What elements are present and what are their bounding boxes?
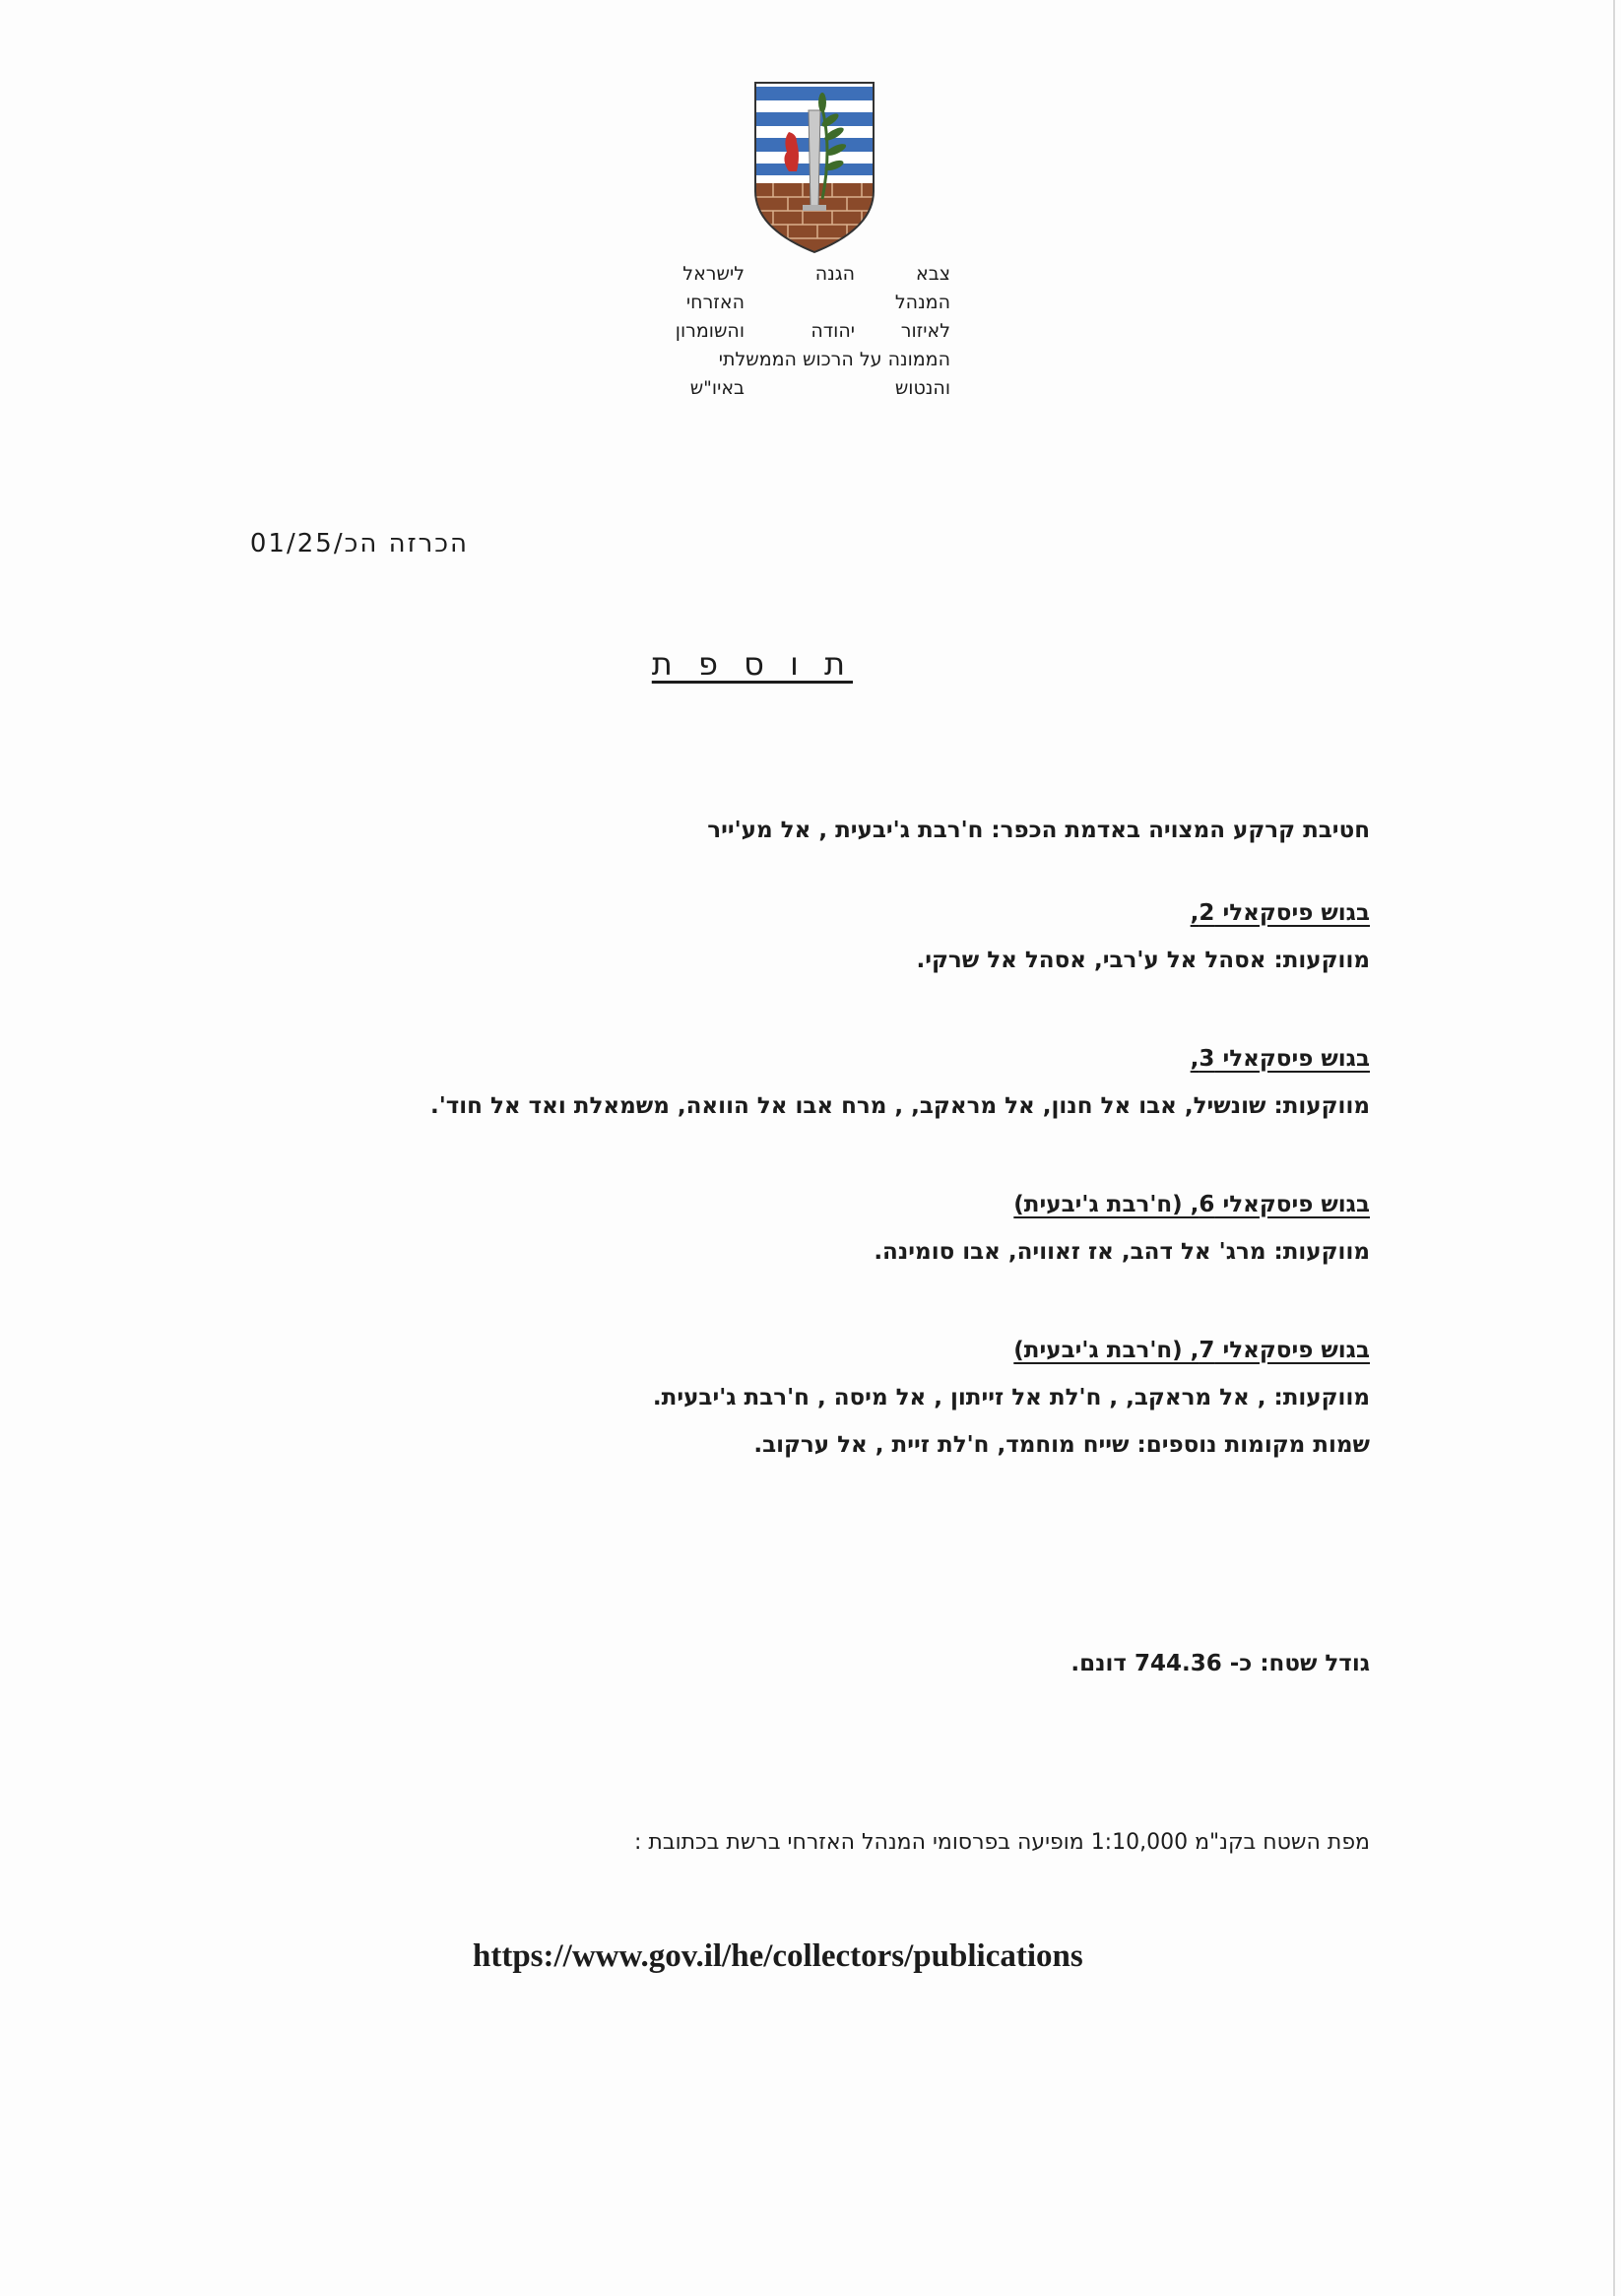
declaration-reference: הכרזה הכ/01/25: [249, 529, 469, 558]
org-name-middle-column: [810, 259, 855, 345]
land-parcel-intro: חטיבת קרקע המצויה באדמת הכפר: ח'רבת ג'יבעית , אל מע'ייר: [707, 818, 1370, 843]
area-size: גודל שטח: כ- 744.36 דונם.: [1070, 1651, 1370, 1676]
fiscal-block-places: מווקעות: , אל מראקב, , ח'לת אל זייתון , אל מיסה , ח'רבת ג'יבעית.: [652, 1385, 1370, 1410]
org-line: האזרחי: [685, 292, 745, 313]
additional-place-names: שמות מקומות נוספים: שייח מוחמד, ח'לת זיית , אל ערקוב.: [753, 1432, 1370, 1458]
fiscal-block-places: מווקעות: שונשיל, אבו אל חנון, אל מראקב, , מרח אבו אל הוואה, משמאלת ואד אל חוד'.: [429, 1093, 1370, 1119]
publications-url: https://www.gov.il/he/collectors/publications: [473, 1938, 1083, 1974]
fiscal-block-places: מווקעות: אסהל אל ע'רבי, אסהל אל שרקי.: [916, 948, 1370, 973]
fiscal-block-title: בגוש פיסקאלי 7, (ח'רבת ג'יבעית): [1013, 1338, 1370, 1363]
civil-administration-emblem-icon: [753, 81, 875, 254]
page-title: ת ו ס פ ת: [651, 645, 853, 683]
org-line: והנטוש: [894, 377, 950, 399]
org-line: לישראל: [682, 263, 745, 285]
page-edge: [1613, 0, 1615, 2296]
fiscal-block-places: מווקעות: מרג' אל דהב, אז זאוויה, אבו סומינה.: [874, 1239, 1370, 1265]
org-line: יהודה: [810, 320, 855, 342]
org-line: [676, 345, 745, 373]
org-line: לאיזור: [900, 320, 950, 342]
org-line: המנהל: [894, 292, 950, 313]
map-note: מפת השטח בקנ"מ 1:10,000 מופיעה בפרסומי המנהל האזרחי ברשת בכתובת :: [634, 1830, 1370, 1855]
org-line: צבא: [916, 263, 950, 285]
fiscal-block-title: בגוש פיסקאלי 3,: [1190, 1046, 1370, 1072]
fiscal-block-title: בגוש פיסקאלי 2,: [1190, 900, 1370, 926]
org-line: הגנה: [814, 263, 855, 285]
org-line: באיו"ש: [689, 377, 745, 399]
org-name-left-column: [676, 259, 745, 402]
org-line: [810, 288, 855, 316]
fiscal-block-title: בגוש פיסקאלי 6, (ח'רבת ג'יבעית): [1013, 1192, 1370, 1217]
org-line: הממונה על הרכוש הממשלתי: [718, 349, 950, 370]
org-line: והשומרון: [675, 320, 745, 342]
